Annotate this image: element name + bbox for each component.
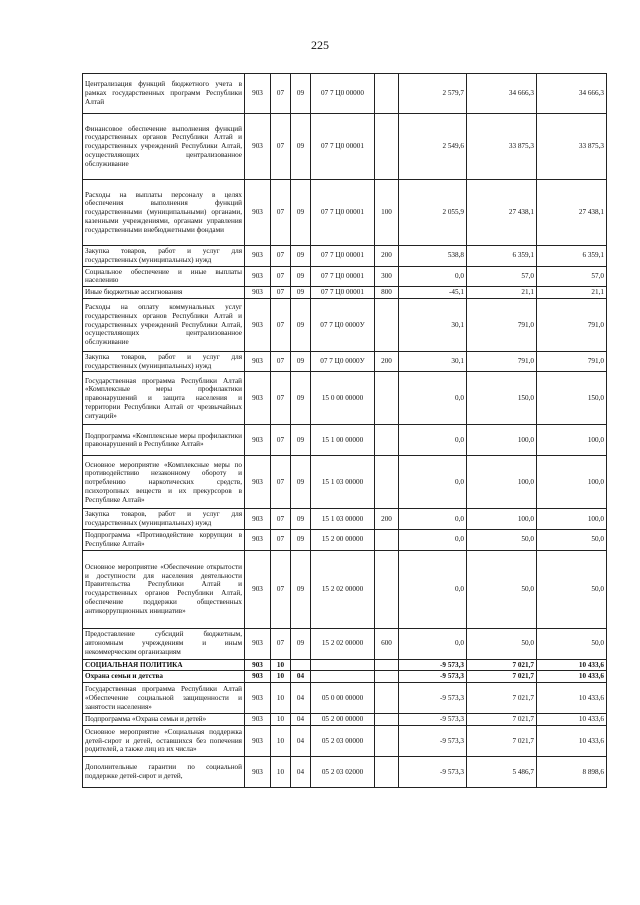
amount-year3-cell: 21,1 — [537, 287, 607, 299]
row-name-cell: Расходы на выплаты персоналу в целях обеспечения выполнения функций государственными (муниципальными) органами, казенными учреждениями, органами управления государственными внебюджетными фондами — [83, 180, 245, 246]
amount-year2-cell: 791,0 — [467, 298, 537, 351]
amount-year3-cell: 791,0 — [537, 298, 607, 351]
target-article-cell: 07 7 Ц0 00001 — [311, 246, 375, 267]
expense-type-cell — [375, 725, 399, 756]
table-row — [83, 372, 607, 425]
table-row — [83, 628, 607, 659]
amount-year1-cell: 0,0 — [399, 628, 467, 659]
subsection-cell: 09 — [291, 74, 311, 114]
amount-year1-cell: 0,0 — [399, 530, 467, 551]
target-article-cell: 05 0 00 00000 — [311, 683, 375, 714]
subsection-cell: 09 — [291, 425, 311, 456]
section-cell: 07 — [271, 372, 291, 425]
subsection-cell: 09 — [291, 266, 311, 287]
grbs-cell: 903 — [245, 266, 271, 287]
row-name-cell: Социальное обеспечение и иные выплаты населению — [83, 266, 245, 287]
row-name-cell: Государственная программа Республики Алтай «Обеспечение социальной защищенности и занятости населения» — [83, 683, 245, 714]
table-row — [83, 671, 607, 683]
table-row — [83, 456, 607, 509]
row-name-cell: Закупка товаров, работ и услуг для государственных (муниципальных) нужд — [83, 509, 245, 530]
expense-type-cell — [375, 671, 399, 683]
amount-year2-cell: 100,0 — [467, 509, 537, 530]
table-row — [83, 509, 607, 530]
amount-year2-cell: 791,0 — [467, 351, 537, 372]
expense-type-cell: 200 — [375, 246, 399, 267]
grbs-cell: 903 — [245, 287, 271, 299]
section-cell: 10 — [271, 756, 291, 787]
table-row — [83, 659, 607, 671]
subsection-cell: 09 — [291, 530, 311, 551]
amount-year1-cell: -9 573,3 — [399, 659, 467, 671]
target-article-cell — [311, 659, 375, 671]
expense-type-cell — [375, 683, 399, 714]
expense-type-cell — [375, 659, 399, 671]
amount-year3-cell: 6 359,1 — [537, 246, 607, 267]
amount-year3-cell: 27 438,1 — [537, 180, 607, 246]
table-row — [83, 114, 607, 180]
row-name-cell: Основное мероприятие «Комплексные меры по противодействию незаконному обороту и потреблению наркотических средств, психотропных веществ и их прекурсоров в Республике Алтай» — [83, 456, 245, 509]
expense-type-cell — [375, 550, 399, 628]
target-article-cell: 15 2 02 00000 — [311, 628, 375, 659]
budget-table — [82, 73, 607, 788]
table-row — [83, 725, 607, 756]
amount-year2-cell: 7 021,7 — [467, 659, 537, 671]
subsection-cell: 09 — [291, 372, 311, 425]
section-cell: 07 — [271, 287, 291, 299]
grbs-cell: 903 — [245, 530, 271, 551]
row-name-cell: Государственная программа Республики Алтай «Комплексные меры профилактики правонарушений и защита населения и территории Республики Алтай от чрезвычайных ситуаций» — [83, 372, 245, 425]
target-article-cell: 07 7 Ц0 0000У — [311, 298, 375, 351]
grbs-cell: 903 — [245, 659, 271, 671]
amount-year2-cell: 6 359,1 — [467, 246, 537, 267]
expense-type-cell — [375, 456, 399, 509]
amount-year1-cell: -9 573,3 — [399, 683, 467, 714]
expense-type-cell — [375, 756, 399, 787]
grbs-cell: 903 — [245, 683, 271, 714]
amount-year2-cell: 33 875,3 — [467, 114, 537, 180]
amount-year3-cell: 10 433,6 — [537, 683, 607, 714]
amount-year2-cell: 5 486,7 — [467, 756, 537, 787]
target-article-cell: 07 7 Ц0 00000 — [311, 74, 375, 114]
amount-year1-cell: -9 573,3 — [399, 714, 467, 726]
row-name-cell: Финансовое обеспечение выполнения функций государственных органов Республики Алтай и государственных учреждений Республики Алтай, осуществляющих централизованное обслуживание — [83, 114, 245, 180]
subsection-cell: 04 — [291, 671, 311, 683]
expense-type-cell — [375, 114, 399, 180]
subsection-cell: 09 — [291, 180, 311, 246]
amount-year3-cell: 50,0 — [537, 530, 607, 551]
grbs-cell: 903 — [245, 725, 271, 756]
grbs-cell: 903 — [245, 550, 271, 628]
amount-year2-cell: 7 021,7 — [467, 714, 537, 726]
amount-year3-cell: 10 433,6 — [537, 725, 607, 756]
amount-year2-cell: 21,1 — [467, 287, 537, 299]
amount-year2-cell: 50,0 — [467, 550, 537, 628]
section-cell: 07 — [271, 114, 291, 180]
section-cell: 07 — [271, 550, 291, 628]
subsection-cell: 09 — [291, 351, 311, 372]
target-article-cell: 15 1 00 00000 — [311, 425, 375, 456]
target-article-cell: 07 7 Ц0 00001 — [311, 287, 375, 299]
table-row — [83, 298, 607, 351]
amount-year3-cell: 100,0 — [537, 509, 607, 530]
amount-year1-cell: 30,1 — [399, 298, 467, 351]
subsection-cell: 09 — [291, 246, 311, 267]
subsection-cell: 09 — [291, 628, 311, 659]
section-cell: 07 — [271, 509, 291, 530]
expense-type-cell: 100 — [375, 180, 399, 246]
table-row — [83, 180, 607, 246]
grbs-cell: 903 — [245, 180, 271, 246]
subsection-cell: 04 — [291, 756, 311, 787]
row-name-cell: Закупка товаров, работ и услуг для государственных (муниципальных) нужд — [83, 351, 245, 372]
subsection-cell: 09 — [291, 550, 311, 628]
table-row — [83, 266, 607, 287]
subsection-cell — [291, 659, 311, 671]
row-name-cell: Централизация функций бюджетного учета в рамках государственных программ Республики Алтай — [83, 74, 245, 114]
grbs-cell: 903 — [245, 298, 271, 351]
table-body — [83, 74, 607, 788]
amount-year3-cell: 10 433,6 — [537, 671, 607, 683]
section-cell: 07 — [271, 180, 291, 246]
row-name-cell: Подпрограмма «Комплексные меры профилактики правонарушений в Республике Алтай» — [83, 425, 245, 456]
amount-year1-cell: 0,0 — [399, 509, 467, 530]
amount-year2-cell: 57,0 — [467, 266, 537, 287]
expense-type-cell: 300 — [375, 266, 399, 287]
section-cell: 07 — [271, 266, 291, 287]
expense-type-cell — [375, 74, 399, 114]
grbs-cell: 903 — [245, 372, 271, 425]
grbs-cell: 903 — [245, 114, 271, 180]
target-article-cell: 05 2 03 00000 — [311, 725, 375, 756]
table-row — [83, 425, 607, 456]
amount-year3-cell: 8 898,6 — [537, 756, 607, 787]
subsection-cell: 09 — [291, 114, 311, 180]
amount-year3-cell: 50,0 — [537, 628, 607, 659]
target-article-cell: 07 7 Ц0 00001 — [311, 266, 375, 287]
amount-year3-cell: 791,0 — [537, 351, 607, 372]
target-article-cell: 15 1 03 00000 — [311, 509, 375, 530]
grbs-cell: 903 — [245, 74, 271, 114]
table-row — [83, 756, 607, 787]
amount-year2-cell: 7 021,7 — [467, 683, 537, 714]
row-name-cell: Закупка товаров, работ и услуг для государственных (муниципальных) нужд — [83, 246, 245, 267]
section-cell: 07 — [271, 456, 291, 509]
section-cell: 07 — [271, 246, 291, 267]
row-name-cell: Основное мероприятие «Обеспечение открытости и доступности для населения деятельности Правительства Республики Алтай и государственных органов Республики Алтай, обеспечение поддержки общественных антикоррупционных инициатив» — [83, 550, 245, 628]
section-cell: 10 — [271, 683, 291, 714]
amount-year3-cell: 100,0 — [537, 456, 607, 509]
amount-year3-cell: 34 666,3 — [537, 74, 607, 114]
amount-year1-cell: 2 055,9 — [399, 180, 467, 246]
amount-year2-cell: 150,0 — [467, 372, 537, 425]
amount-year2-cell: 100,0 — [467, 456, 537, 509]
section-cell: 07 — [271, 530, 291, 551]
row-name-cell: Подпрограмма «Охрана семьи и детей» — [83, 714, 245, 726]
amount-year2-cell: 50,0 — [467, 628, 537, 659]
row-name-cell: Подпрограмма «Противодействие коррупции в Республике Алтай» — [83, 530, 245, 551]
row-name-cell: Основное мероприятие «Социальная поддержка детей-сирот и детей, оставшихся без попечения родителей, а также лиц из их числа» — [83, 725, 245, 756]
table-row — [83, 74, 607, 114]
amount-year3-cell: 57,0 — [537, 266, 607, 287]
amount-year3-cell: 10 433,6 — [537, 714, 607, 726]
subsection-cell: 04 — [291, 714, 311, 726]
table-row — [83, 287, 607, 299]
grbs-cell: 903 — [245, 714, 271, 726]
amount-year1-cell: 0,0 — [399, 266, 467, 287]
table-row — [83, 246, 607, 267]
grbs-cell: 903 — [245, 756, 271, 787]
amount-year1-cell: 0,0 — [399, 456, 467, 509]
target-article-cell: 07 7 Ц0 00001 — [311, 114, 375, 180]
amount-year1-cell: 538,8 — [399, 246, 467, 267]
table-row — [83, 530, 607, 551]
grbs-cell: 903 — [245, 456, 271, 509]
row-name-cell: СОЦИАЛЬНАЯ ПОЛИТИКА — [83, 659, 245, 671]
amount-year1-cell: -9 573,3 — [399, 725, 467, 756]
amount-year2-cell: 7 021,7 — [467, 671, 537, 683]
section-cell: 10 — [271, 659, 291, 671]
table-row — [83, 714, 607, 726]
row-name-cell: Расходы на оплату коммунальных услуг государственных органов Республики Алтай и государственных учреждений Республики Алтай, осуществляющих централизованное обслуживание — [83, 298, 245, 351]
amount-year3-cell: 150,0 — [537, 372, 607, 425]
amount-year3-cell: 33 875,3 — [537, 114, 607, 180]
target-article-cell: 07 7 Ц0 0000У — [311, 351, 375, 372]
target-article-cell — [311, 671, 375, 683]
expense-type-cell — [375, 530, 399, 551]
amount-year3-cell: 100,0 — [537, 425, 607, 456]
subsection-cell: 09 — [291, 287, 311, 299]
amount-year1-cell: 0,0 — [399, 372, 467, 425]
amount-year1-cell: -9 573,3 — [399, 756, 467, 787]
amount-year1-cell: 2 579,7 — [399, 74, 467, 114]
table-row — [83, 683, 607, 714]
table-row — [83, 550, 607, 628]
section-cell: 10 — [271, 725, 291, 756]
target-article-cell: 15 2 02 00000 — [311, 550, 375, 628]
amount-year3-cell: 50,0 — [537, 550, 607, 628]
amount-year3-cell: 10 433,6 — [537, 659, 607, 671]
amount-year2-cell: 27 438,1 — [467, 180, 537, 246]
section-cell: 07 — [271, 298, 291, 351]
subsection-cell: 09 — [291, 298, 311, 351]
grbs-cell: 903 — [245, 509, 271, 530]
grbs-cell: 903 — [245, 351, 271, 372]
expense-type-cell: 200 — [375, 351, 399, 372]
target-article-cell: 15 0 00 00000 — [311, 372, 375, 425]
amount-year1-cell: 0,0 — [399, 425, 467, 456]
amount-year1-cell: 30,1 — [399, 351, 467, 372]
section-cell: 10 — [271, 714, 291, 726]
table-row — [83, 351, 607, 372]
section-cell: 07 — [271, 351, 291, 372]
amount-year2-cell: 34 666,3 — [467, 74, 537, 114]
expense-type-cell — [375, 425, 399, 456]
target-article-cell: 15 1 03 00000 — [311, 456, 375, 509]
grbs-cell: 903 — [245, 628, 271, 659]
expense-type-cell: 200 — [375, 509, 399, 530]
subsection-cell: 04 — [291, 725, 311, 756]
amount-year2-cell: 7 021,7 — [467, 725, 537, 756]
grbs-cell: 903 — [245, 425, 271, 456]
target-article-cell: 15 2 00 00000 — [311, 530, 375, 551]
row-name-cell: Дополнительные гарантии по социальной поддержке детей-сирот и детей, — [83, 756, 245, 787]
row-name-cell: Иные бюджетные ассигнования — [83, 287, 245, 299]
expense-type-cell — [375, 714, 399, 726]
section-cell: 10 — [271, 671, 291, 683]
grbs-cell: 903 — [245, 671, 271, 683]
target-article-cell: 07 7 Ц0 00001 — [311, 180, 375, 246]
section-cell: 07 — [271, 74, 291, 114]
amount-year2-cell: 100,0 — [467, 425, 537, 456]
subsection-cell: 09 — [291, 509, 311, 530]
target-article-cell: 05 2 03 02000 — [311, 756, 375, 787]
amount-year1-cell: -45,1 — [399, 287, 467, 299]
row-name-cell: Предоставление субсидий бюджетным, автономным учреждениям и иным некоммерческим организациям — [83, 628, 245, 659]
expense-type-cell: 800 — [375, 287, 399, 299]
expense-type-cell — [375, 372, 399, 425]
expense-type-cell — [375, 298, 399, 351]
section-cell: 07 — [271, 425, 291, 456]
section-cell: 07 — [271, 628, 291, 659]
grbs-cell: 903 — [245, 246, 271, 267]
amount-year1-cell: 0,0 — [399, 550, 467, 628]
amount-year2-cell: 50,0 — [467, 530, 537, 551]
subsection-cell: 09 — [291, 456, 311, 509]
expense-type-cell: 600 — [375, 628, 399, 659]
target-article-cell: 05 2 00 00000 — [311, 714, 375, 726]
subsection-cell: 04 — [291, 683, 311, 714]
amount-year1-cell: -9 573,3 — [399, 671, 467, 683]
page-number: 225 — [311, 38, 329, 52]
amount-year1-cell: 2 549,6 — [399, 114, 467, 180]
row-name-cell: Охрана семьи и детства — [83, 671, 245, 683]
